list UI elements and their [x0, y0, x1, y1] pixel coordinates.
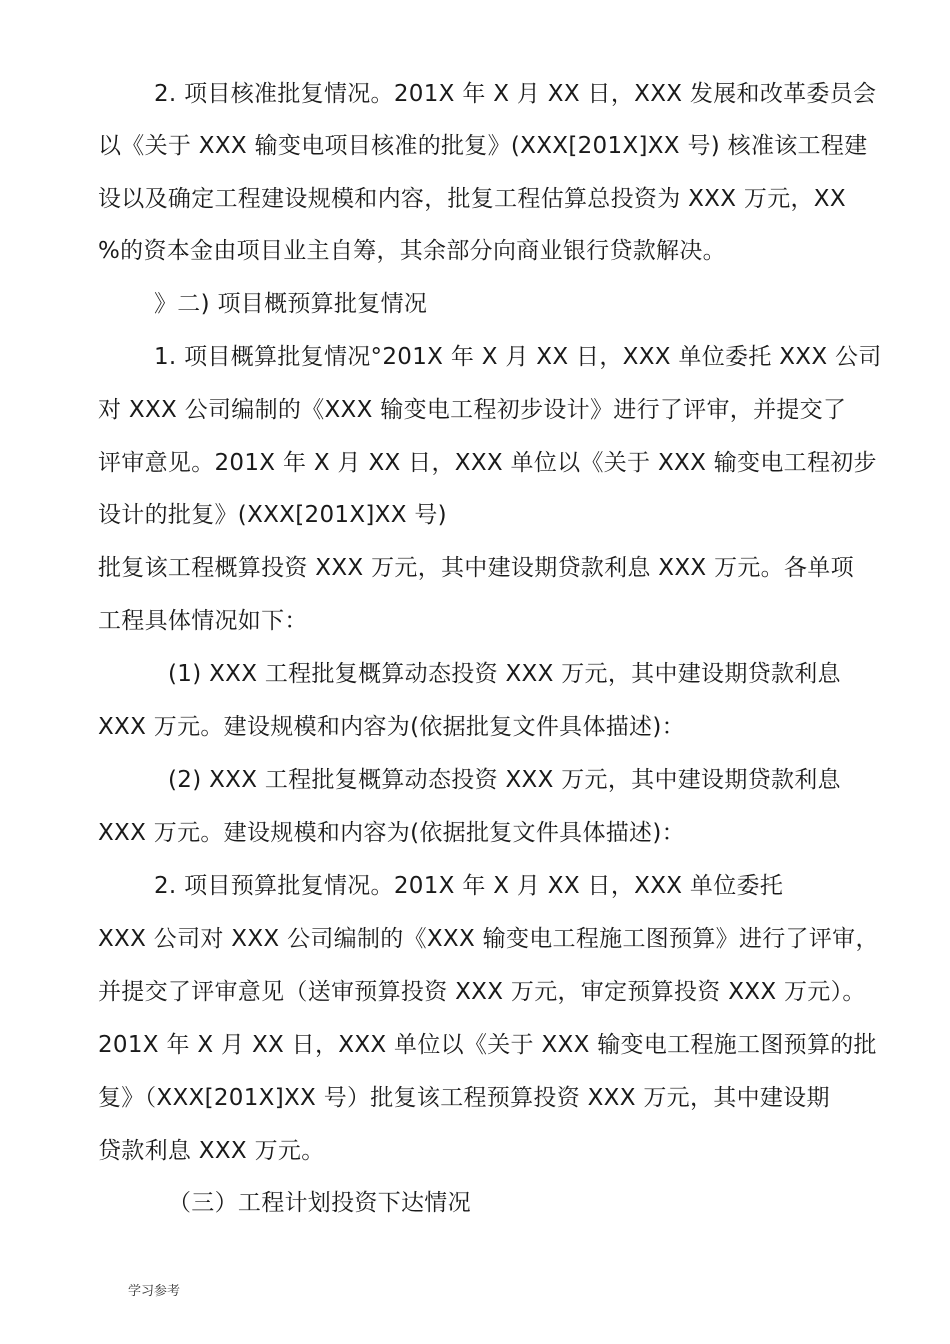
paragraph-line: 评审意见。201X 年 X 月 XX 日，XXX 单位以《关于 XXX 输变电工程初步 — [98, 450, 877, 476]
paragraph-line: XXX 万元。建设规模和内容为(依据批复文件具体描述)： — [98, 820, 685, 846]
list-item: (2) XXX 工程批复概算动态投资 XXX 万元，其中建设期贷款利息 — [168, 767, 841, 793]
paragraph-line: 工程具体情况如下： — [98, 608, 308, 634]
paragraph-line: 2. 项目核准批复情况。201X 年 X 月 XX 日，XXX 发展和改革委员会 — [154, 81, 877, 107]
page-footer: 学习参考 — [128, 1284, 181, 1299]
paragraph-line: 2. 项目预算批复情况。201X 年 X 月 XX 日，XXX 单位委托 — [154, 873, 784, 899]
paragraph-line: 设计的批复》(XXX[201X]XX 号) — [98, 502, 447, 528]
paragraph-line: 201X 年 X 月 XX 日，XXX 单位以《关于 XXX 输变电工程施工图预算的批 — [98, 1032, 877, 1058]
paragraph-line: 复》（XXX[201X]XX 号）批复该工程预算投资 XXX 万元，其中建设期 — [98, 1085, 830, 1111]
section-heading: 》二) 项目概预算批复情况 — [154, 291, 428, 317]
list-item: (1) XXX 工程批复概算动态投资 XXX 万元，其中建设期贷款利息 — [168, 661, 841, 687]
section-heading: （三）工程计划投资下达情况 — [168, 1190, 471, 1216]
paragraph-line: 贷款利息 XXX 万元。 — [98, 1138, 325, 1164]
paragraph-line: XXX 公司对 XXX 公司编制的《XXX 输变电工程施工图预算》进行了评审， — [98, 926, 879, 952]
paragraph-line: 1. 项目概算批复情况°201X 年 X 月 XX 日，XXX 单位委托 XXX 公司 — [154, 344, 882, 370]
paragraph-line: XXX 万元。建设规模和内容为(依据批复文件具体描述)： — [98, 714, 685, 740]
paragraph-line: 设以及确定工程建设规模和内容，批复工程估算总投资为 XXX 万元，XX — [98, 186, 846, 212]
paragraph-line: %的资本金由项目业主自筹，其余部分向商业银行贷款解决。 — [98, 238, 726, 264]
paragraph-line: 对 XXX 公司编制的《XXX 输变电工程初步设计》进行了评审，并提交了 — [98, 397, 847, 423]
paragraph-line: 批复该工程概算投资 XXX 万元，其中建设期贷款利息 XXX 万元。各单项 — [98, 555, 854, 581]
paragraph-line: 并提交了评审意见（送审预算投资 XXX 万元，审定预算投资 XXX 万元）。 — [98, 979, 866, 1005]
paragraph-line: 以《关于 XXX 输变电项目核准的批复》(XXX[201X]XX 号) 核准该工程建 — [98, 133, 868, 159]
